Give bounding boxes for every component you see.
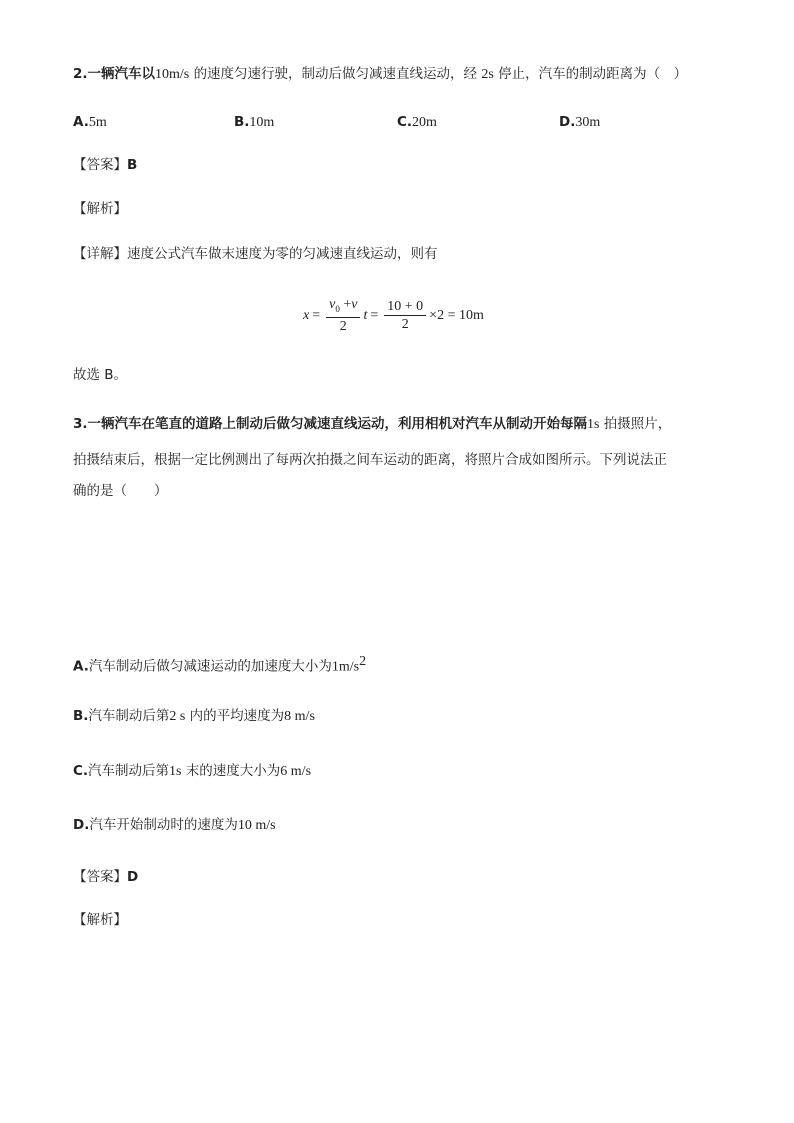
option-letter: C. (73, 763, 89, 779)
q2-number-text: 2.一辆汽车以 (73, 66, 156, 82)
q3-answer (73, 867, 138, 887)
option-text: 末的速度大小为 (185, 763, 281, 779)
option-text: 汽车制动后第 (88, 708, 170, 724)
q3-option-b (73, 706, 315, 727)
formula-result: ×2 = 10m (429, 308, 484, 323)
option-superscript: 2 (359, 654, 367, 669)
option-text: 内的平均速度为 (189, 708, 285, 724)
option-letter: D. (73, 817, 90, 833)
option-value: 6 m/s (280, 764, 312, 779)
q3-analysis-label: 【解析】 (73, 912, 127, 928)
q2-time: 2s (481, 67, 494, 82)
q3-stem-line-2: 拍摄结束后，根据一定比例测出了每两次拍摄之间车运动的距离，将照片合成如图所示。下列说法正 (73, 452, 667, 468)
fraction-numerator: 10 + 0 (384, 298, 426, 316)
answer-label: 【答案】 (73, 157, 127, 173)
fraction-denominator: 2 (339, 319, 347, 335)
q3-option-a (73, 652, 366, 678)
option-letter: A. (73, 658, 89, 675)
option-letter: A. (73, 114, 89, 130)
option-value: 1m/s (331, 659, 360, 675)
detail-label: 【详解】 (73, 246, 127, 262)
q2-analysis-label: 【解析】 (73, 201, 127, 217)
q2-option-d (559, 112, 600, 133)
option-letter: C. (397, 114, 413, 130)
q2-stem-text-c: 停止，汽车的制动距离为（ ） (498, 66, 688, 82)
q3-stem-line-3: 确的是（ ） (73, 483, 168, 499)
q2-stem (73, 64, 687, 85)
q3-stem-line-1 (73, 414, 671, 435)
option-value: 30m (575, 115, 601, 130)
option-value: 5m (88, 115, 107, 130)
q2-option-a (73, 112, 107, 133)
option-value: 10 m/s (237, 818, 276, 833)
answer-value: B (127, 157, 138, 173)
q2-conclusion: 故选 B。 (73, 367, 128, 383)
answer-value: D (127, 869, 139, 885)
q3-stem-text-b: 拍摄照片， (603, 416, 672, 432)
formula-equals-2: = (370, 308, 379, 323)
answer-label: 【答案】 (73, 869, 127, 885)
option-text: 汽车开始制动时的速度为 (89, 817, 238, 833)
var-v: v (329, 296, 336, 312)
detail-text: 速度公式汽车做末速度为零的匀减速直线运动，则有 (127, 246, 438, 262)
q2-stem-text-b: 的速度匀速行驶，制动后做匀减速直线运动，经 (193, 66, 478, 82)
q2-speed: 10m/s (155, 67, 190, 82)
option-letter: D. (559, 114, 576, 130)
formula-t: t (363, 308, 368, 323)
formula-equals: = (312, 308, 321, 323)
q3-interval: 1s (587, 417, 600, 432)
q3-option-c (73, 761, 311, 782)
var-v: v (351, 296, 358, 312)
option-letter: B. (73, 708, 89, 724)
q2-option-c (397, 112, 437, 133)
option-value: 20m (412, 115, 437, 130)
option-value: 10m (249, 115, 275, 130)
q2-option-b (234, 112, 274, 133)
plus-sign: + (343, 296, 352, 312)
formula-lhs: x (303, 308, 310, 323)
formula-fraction-2 (384, 298, 426, 334)
option-value: 2 s (169, 709, 186, 724)
option-value: 1s (169, 764, 182, 779)
option-letter: B. (234, 114, 250, 130)
q3-option-d (73, 815, 276, 836)
q2-answer (73, 155, 137, 175)
subscript-zero: 0 (335, 303, 340, 314)
fraction-numerator (326, 296, 360, 319)
option-text: 汽车制动后第 (88, 763, 170, 779)
q2-formula (303, 296, 484, 336)
fraction-denominator: 2 (401, 317, 409, 332)
formula-fraction-1 (326, 296, 360, 337)
q3-stem-text-a: 3.一辆汽车在笔直的道路上制动后做匀减速直线运动，利用相机对汽车从制动开始每隔 (73, 416, 588, 432)
option-value: 8 m/s (284, 709, 315, 724)
q2-detail (73, 244, 438, 264)
option-text: 汽车制动后做匀减速运动的加速度大小为 (88, 658, 332, 675)
